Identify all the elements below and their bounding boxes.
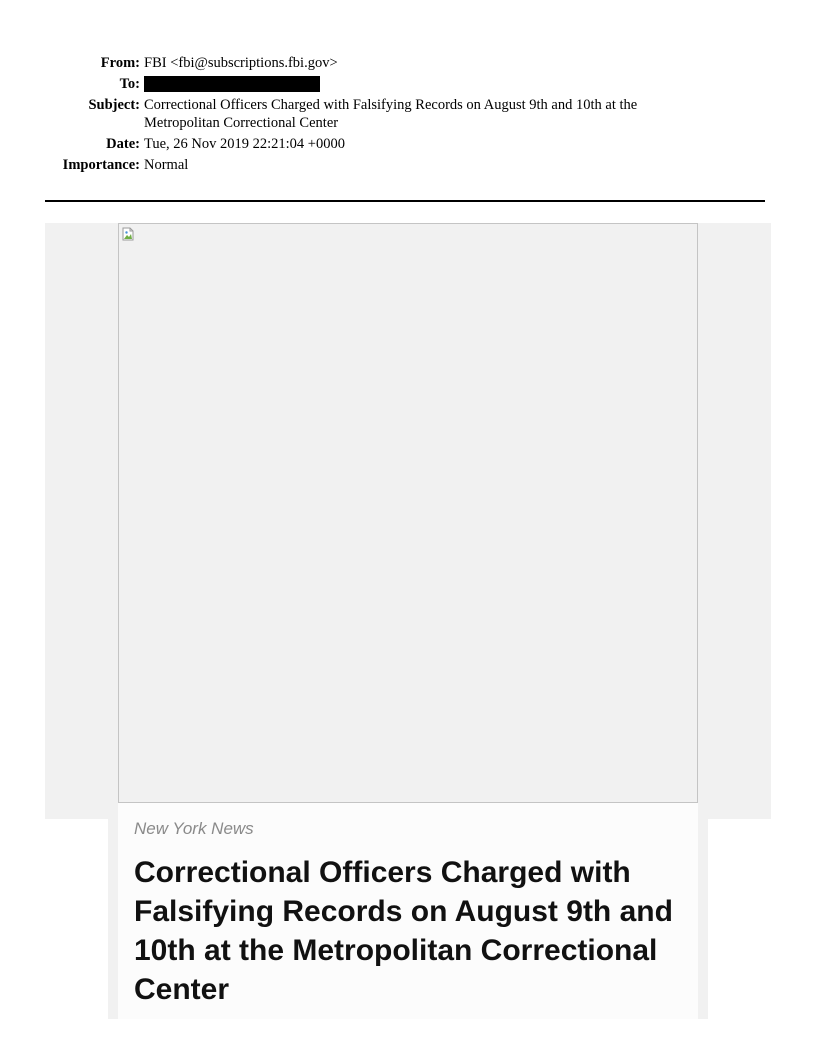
importance-row [0,156,816,174]
subject-value: Correctional Officers Charged with Falsifying Records on August 9th and 10th at the Metropolitan Correctional Center [144,97,638,131]
date-label: Date: [106,136,140,152]
from-value[interactable]: FBI <fbi@subscriptions.fbi.gov> [144,55,338,71]
date-row [0,135,816,153]
importance-label: Importance: [62,157,140,173]
importance-value: Normal [144,157,189,173]
hero-image[interactable] [118,223,698,803]
article-category[interactable]: New York News [134,819,254,838]
redaction-block [144,76,320,92]
to-label: To: [119,76,140,92]
subject-label: Subject: [88,97,140,113]
article-card [118,803,698,1019]
header-divider [45,200,765,202]
email-header [0,54,816,177]
from-row [0,54,816,72]
to-row [0,75,816,93]
subject-row [0,96,816,132]
article-headline[interactable]: Correctional Officers Charged with Falsifying Records on August 9th and 10th at the Metropolitan Correctional Center [134,856,673,1006]
broken-image-icon [122,227,134,241]
from-label: From: [100,55,140,71]
to-value [144,75,704,93]
date-value: Tue, 26 Nov 2019 22:21:04 +0000 [144,136,345,152]
